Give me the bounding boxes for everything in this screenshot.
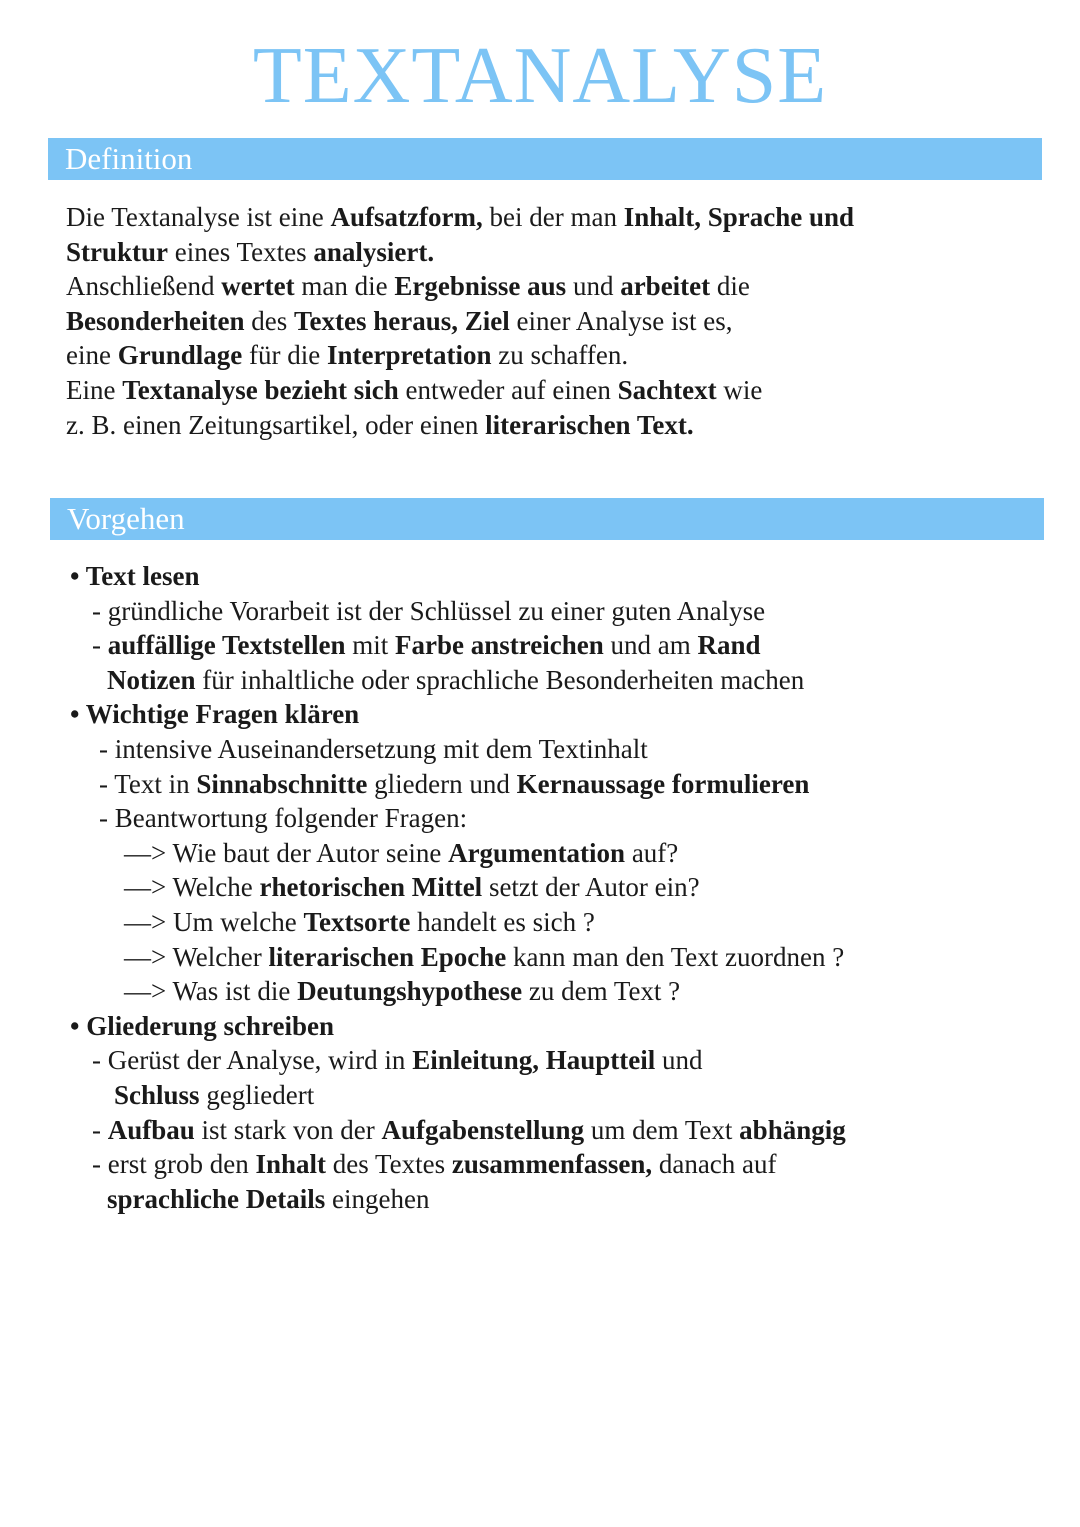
definition-segment-bold: Grundlage [117, 340, 243, 371]
definition-header [48, 138, 1042, 180]
vorgehen-segment-bold: Gliederung schreiben [86, 1010, 334, 1041]
definition-text [66, 200, 1026, 442]
vorgehen-segment-bold: zusammenfassen, [451, 1149, 653, 1180]
vorgehen-segment-text: - Beantwortung folgender Fragen: [99, 803, 468, 834]
definition-segment-bold: Interpretation [326, 340, 492, 371]
vorgehen-segment-bold: Sinnabschnitte [196, 768, 368, 799]
vorgehen-line [99, 801, 467, 836]
definition-segment-text: man die [294, 271, 395, 302]
definition-segment-bold: Inhalt, Sprache und [623, 202, 855, 232]
definition-line [66, 304, 1026, 339]
definition-segment-text: des [244, 305, 294, 336]
vorgehen-segment-bold: Wichtige Fragen klären [85, 699, 360, 730]
vorgehen-segment-bold: Farbe anstreichen [395, 630, 604, 661]
vorgehen-line [99, 767, 809, 802]
vorgehen-segment-bold: Argumentation [448, 837, 626, 868]
vorgehen-segment-text: danach auf [652, 1149, 777, 1180]
definition-segment-text: die [710, 271, 750, 302]
vorgehen-segment-bold: • [70, 1010, 87, 1041]
definition-line [66, 338, 1026, 373]
vorgehen-segment-text: - gründliche Vorarbeit ist der Schlüssel zu einer guten Analyse [92, 595, 766, 626]
vorgehen-segment-bold: literarischen Epoche [268, 941, 507, 972]
definition-line [66, 269, 1026, 304]
vorgehen-line [107, 1182, 429, 1217]
vorgehen-line [92, 1113, 846, 1148]
definition-segment-text: eines Textes [168, 236, 314, 267]
vorgehen-segment-text: —> Was ist die [124, 976, 298, 1007]
vorgehen-segment-text: - Gerüst der Analyse, wird in [92, 1045, 413, 1076]
definition-segment-bold: Besonderheiten [66, 305, 245, 336]
vorgehen-question [124, 940, 844, 975]
vorgehen-segment-text: und am [603, 630, 698, 661]
vorgehen-question [124, 905, 595, 940]
definition-segment-text: einer Analyse ist es, [509, 305, 733, 336]
vorgehen-line [92, 594, 765, 629]
vorgehen-segment-text: auf? [625, 837, 679, 868]
vorgehen-segment-text: - [92, 1114, 108, 1145]
definition-segment-bold: wertet [221, 271, 295, 302]
vorgehen-segment-bold: Text lesen [85, 561, 200, 591]
definition-segment-bold: Textes heraus, Ziel [294, 305, 510, 336]
definition-segment-text: eine [66, 340, 118, 371]
vorgehen-bullet-heading [70, 1009, 334, 1044]
page-title: TEXTANALYSE [252, 32, 828, 120]
vorgehen-segment-bold: Schluss [114, 1080, 200, 1110]
definition-segment-bold: analysiert. [313, 236, 435, 267]
vorgehen-segment-text: - Text in [99, 768, 197, 799]
vorgehen-segment-text: um dem Text [584, 1114, 740, 1145]
vorgehen-segment-bold: Einleitung, Hauptteil [412, 1045, 656, 1076]
definition-segment-text: bei der man [482, 202, 624, 232]
vorgehen-segment-text: —> Wie baut der Autor seine [124, 837, 449, 868]
vorgehen-bullet-heading [70, 559, 199, 594]
vorgehen-segment-text: - erst grob den [92, 1149, 256, 1180]
vorgehen-segment-bold: Deutungshypothese [297, 976, 523, 1007]
definition-segment-text: Anschließend [66, 271, 222, 302]
vorgehen-question [124, 974, 680, 1009]
definition-segment-text: für die [242, 340, 327, 371]
vorgehen-bullet-heading [70, 697, 359, 732]
definition-line [66, 200, 1026, 235]
vorgehen-segment-bold: rhetorischen Mittel [259, 872, 483, 903]
vorgehen-segment-text: zu dem Text ? [522, 976, 681, 1007]
vorgehen-line [92, 1147, 777, 1182]
vorgehen-segment-bold: sprachliche Details [107, 1183, 326, 1214]
vorgehen-line [99, 732, 648, 767]
vorgehen-segment-bold: Notizen [107, 664, 196, 695]
vorgehen-segment-text: —> Um welche [124, 907, 304, 937]
definition-line [66, 408, 1026, 443]
definition-segment-bold: arbeitet [620, 271, 711, 302]
vorgehen-segment-text: und [655, 1045, 703, 1076]
vorgehen-line [107, 663, 804, 698]
vorgehen-segment-text: mit [345, 630, 396, 661]
definition-segment-bold: literarischen Text. [485, 409, 694, 440]
vorgehen-heading: Vorgehen [67, 501, 185, 536]
vorgehen-segment-text: - [92, 630, 108, 661]
vorgehen-segment-text: - intensive Auseinandersetzung mit dem Textinhalt [99, 734, 648, 764]
vorgehen-segment-text: —> Welcher [124, 941, 269, 972]
vorgehen-segment-text: des Textes [326, 1149, 452, 1180]
vorgehen-question [124, 836, 678, 871]
vorgehen-line [92, 1043, 702, 1078]
definition-segment-bold: Textanalyse bezieht sich [122, 374, 399, 405]
vorgehen-segment-text: setzt der Autor ein? [482, 872, 700, 903]
vorgehen-segment-text: gegliedert [199, 1080, 315, 1110]
vorgehen-segment-text: —> Welche [124, 872, 260, 903]
definition-segment-text: zu schaffen. [491, 340, 629, 371]
definition-segment-bold: Aufsatzform, [330, 202, 483, 232]
vorgehen-segment-text: handelt es sich ? [410, 907, 595, 937]
vorgehen-segment-text: für inhaltliche oder sprachliche Besonderheiten machen [195, 664, 805, 695]
vorgehen-segment-text: gliedern und [367, 768, 517, 799]
vorgehen-segment-text: eingehen [325, 1183, 430, 1214]
definition-segment-bold: Sachtext [617, 374, 717, 405]
vorgehen-question [124, 870, 700, 905]
vorgehen-segment-bold: • [70, 699, 86, 730]
vorgehen-segment-bold: auffällige Textstellen [107, 630, 346, 661]
vorgehen-segment-text: ist stark von der [194, 1114, 382, 1145]
definition-segment-bold: Struktur [66, 236, 169, 267]
definition-segment-text: z. B. einen Zeitungsartikel, oder einen [66, 409, 486, 440]
vorgehen-line [92, 628, 761, 663]
definition-segment-text: und [566, 271, 621, 302]
definition-segment-text: Eine [66, 374, 123, 405]
vorgehen-line [114, 1078, 314, 1113]
vorgehen-segment-bold: abhängig [739, 1114, 846, 1145]
definition-segment-text: entweder auf einen [398, 374, 618, 405]
definition-segment-text: Die Textanalyse ist eine [66, 202, 331, 232]
vorgehen-segment-bold: Rand [697, 630, 761, 661]
vorgehen-segment-bold: • [70, 561, 86, 591]
definition-segment-bold: Ergebnisse aus [394, 271, 567, 302]
vorgehen-segment-text: kann man den Text zuordnen ? [506, 941, 845, 972]
definition-line [66, 235, 1026, 270]
vorgehen-segment-bold: Inhalt [255, 1149, 326, 1180]
definition-line [66, 373, 1026, 408]
vorgehen-segment-bold: Kernaussage formulieren [516, 768, 810, 799]
definition-heading: Definition [65, 141, 193, 176]
vorgehen-segment-bold: Textsorte [303, 907, 411, 937]
vorgehen-segment-bold: Aufgabenstellung [381, 1114, 585, 1145]
definition-segment-text: wie [716, 374, 763, 405]
vorgehen-header [50, 498, 1044, 540]
vorgehen-segment-bold: Aufbau [107, 1114, 195, 1145]
